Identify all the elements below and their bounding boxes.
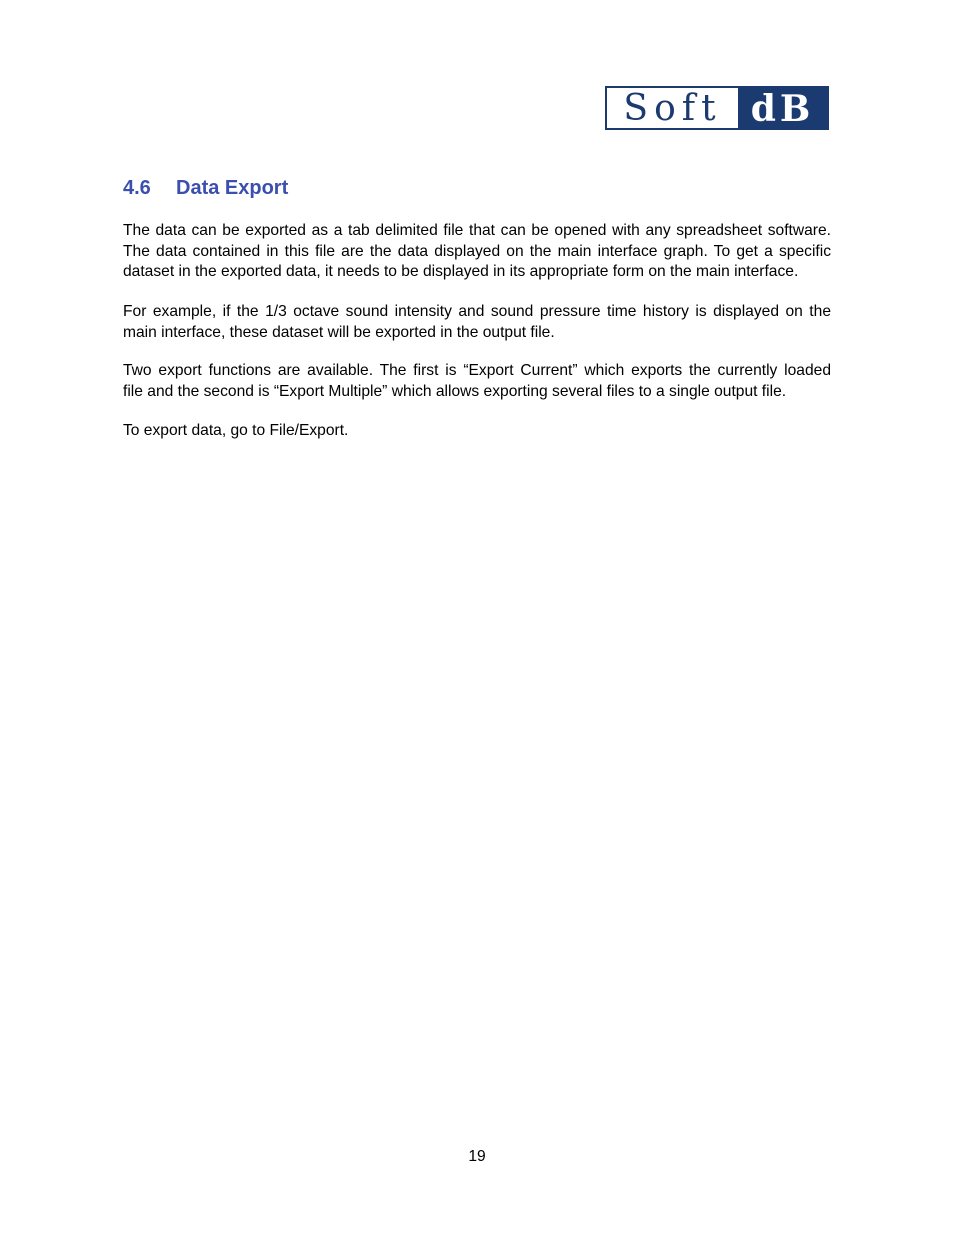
page-number: 19 [468,1148,486,1165]
softdb-logo [605,86,829,130]
paragraph-line: file and the second is “Export Multiple” which allows exporting several files to a single output file. [123,382,787,400]
paragraph-line: The data contained in this file are the data displayed on the main interface graph. To get a specific [123,242,831,260]
section-number: 4.6 [123,177,151,199]
paragraph-line: For example, if the 1/3 octave sound intensity and sound pressure time history is displayed on the [123,303,831,320]
section-title: Data Export [176,177,289,199]
paragraph-line: dataset in the exported data, it needs to be displayed in its appropriate form on the main interface. [123,263,799,280]
logo-text-soft: Soft [623,88,722,129]
paragraph-export-format [123,221,831,283]
paragraph-line: Two export functions are available. The first is “Export Current” which exports the currently loaded [123,362,831,379]
paragraph-line: The data can be exported as a tab delimited file that can be opened with any spreadsheet software. [123,222,831,239]
paragraph-export-functions [123,361,831,402]
paragraph-line: main interface, these dataset will be exported in the output file. [123,323,555,341]
paragraph-example [123,302,831,343]
logo-text-db: dB [738,88,827,128]
paragraph-instructions [123,421,831,442]
paragraph-line: To export data, go to File/Export. [123,422,349,439]
section-heading [123,177,288,200]
